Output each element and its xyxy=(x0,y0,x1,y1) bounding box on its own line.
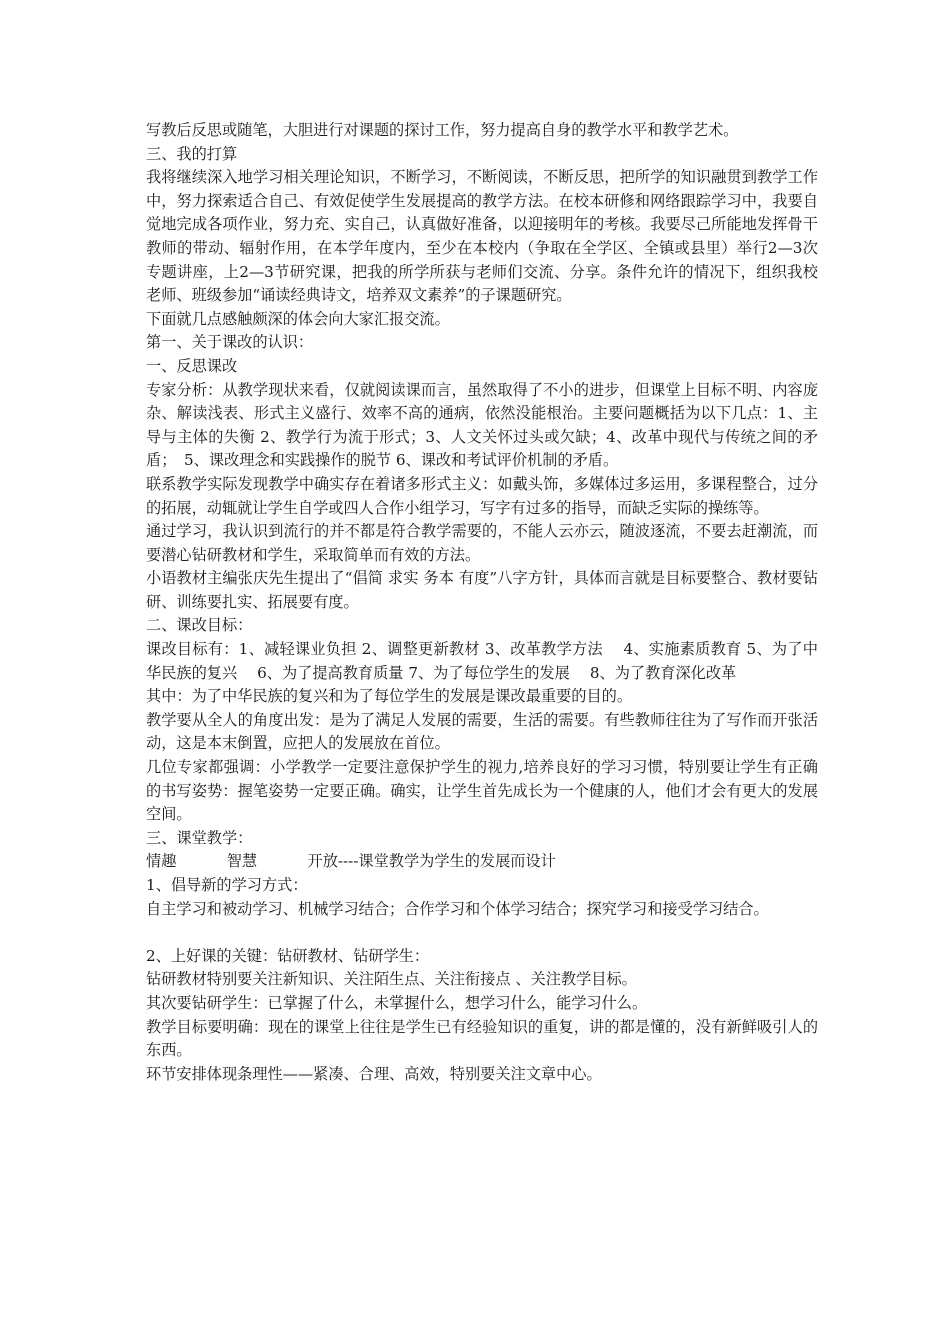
section-heading: 一、反思课改 xyxy=(146,356,238,375)
subheading: 1、倡导新的学习方式： xyxy=(146,876,308,894)
subheading: 2、上好课的关键：钻研教材、钻研学生： xyxy=(146,946,430,965)
blank-line xyxy=(146,921,818,945)
paragraph: 联系教学实际发现教学中确实存在着诸多形式主义：如戴头饰，多媒体过多运用，多课程整合，过分的拓展，动辄就让学生自学或四人合作小组学习，写字有过多的指导，而缺乏实际的操练等。 xyxy=(146,474,818,517)
paragraph: 课改目标有：1、减轻课业负担 2、调整更新教材 3、改革教学方法 4、实施素质教育 5、为了中华民族的复兴 6、为了提高教育质量 7、为了每位学生的发展 8、为了教育深化改革 xyxy=(146,640,818,682)
section-heading: 二、课改目标： xyxy=(146,616,253,635)
paragraph: 其中：为了中华民族的复兴和为了每位学生的发展是课改最重要的目的。 xyxy=(146,687,632,706)
section-heading: 三、课堂教学： xyxy=(146,828,253,847)
paragraph: 其次要钻研学生：已掌握了什么，未掌握什么，想学习什么，能学习什么。 xyxy=(146,993,648,1012)
paragraph: 下面就几点感触颇深的体会向大家汇报交流。 xyxy=(146,309,450,328)
paragraph: 几位专家都强调：小学教学一定要注意保护学生的视力,培养良好的学习习惯，特别要让学生有正确的书写姿势：握笔姿势一定要正确。确实，让学生首先成长为一个健康的人，他们才会有更大的发展空间。 xyxy=(146,758,818,824)
section-heading: 三、我的打算 xyxy=(146,144,238,163)
paragraph: 写教后反思或随笔，大胆进行对课题的探讨工作，努力提高自身的教学水平和教学艺术。 xyxy=(146,121,739,139)
paragraph: 我将继续深入地学习相关理论知识，不断学习，不断阅读，不断反思，把所学的知识融贯到教学工作中，努力探索适合自己、有效促使学生发展提高的教学方法。在校本研修和网络跟踪学习中，我要自觉地完成各项作业，努力充、实自己，认真做好准备，以迎接明年的考核。我要尽己所能地发挥骨干教师的带动、辐射作用，在本学年度内，至少在本校内（争取在全学区、全镇或县里）举行2—3次专题讲座，上2—3节研究课，把我的所学所获与老师们交流、分享。条件允许的情况下，组织我校老师、班级参加“诵读经典诗文，培养双文素养”的子课题研究。 xyxy=(146,168,818,305)
paragraph: 环节安排体现条理性——紧凑、合理、高效，特别要关注文章中心。 xyxy=(146,1064,602,1083)
paragraph: 情趣 智慧 开放----课堂教学为学生的发展而设计 xyxy=(146,852,556,871)
paragraph: 教学要从全人的角度出发：是为了满足人发展的需要，生活的需要。有些教师往往为了写作而开张活动，这是本末倒置，应把人的发展放在首位。 xyxy=(146,710,818,753)
paragraph: 小语教材主编张庆先生提出了“倡简 求实 务本 有度”八字方针，具体而言就是目标要整合、教材要钻研、训练要扎实、拓展要有度。 xyxy=(146,569,818,611)
paragraph: 教学目标要明确：现在的课堂上往往是学生已有经验知识的重复，讲的都是懂的，没有新鲜吸引人的东西。 xyxy=(146,1017,818,1060)
paragraph: 自主学习和被动学习、机械学习结合；合作学习和个体学习结合；探究学习和接受学习结合。 xyxy=(146,899,769,918)
paragraph: 通过学习，我认识到流行的并不都是符合教学需要的，不能人云亦云，随波逐流，不要去赶潮流，而要潜心钻研教材和学生，采取简单而有效的方法。 xyxy=(146,522,818,564)
document-body xyxy=(146,119,818,1086)
paragraph: 钻研教材特别要关注新知识、关注陌生点、关注衔接点 、关注教学目标。 xyxy=(146,970,637,989)
paragraph: 专家分析：从教学现状来看，仅就阅读课而言，虽然取得了不小的进步，但课堂上目标不明、内容庞杂、解读浅表、形式主义盛行、效率不高的通病，依然没能根治。主要问题概括为以下几点：1、主导与主体的失衡 2、教学行为流于形式；3、人文关怀过头或欠缺；4、改革中现代与传统之间的矛盾； 5、课改理念和实践操作的脱节 6、课改和考试评价机制的矛盾。 xyxy=(146,380,818,470)
section-heading: 第一、关于课改的认识： xyxy=(146,333,314,352)
